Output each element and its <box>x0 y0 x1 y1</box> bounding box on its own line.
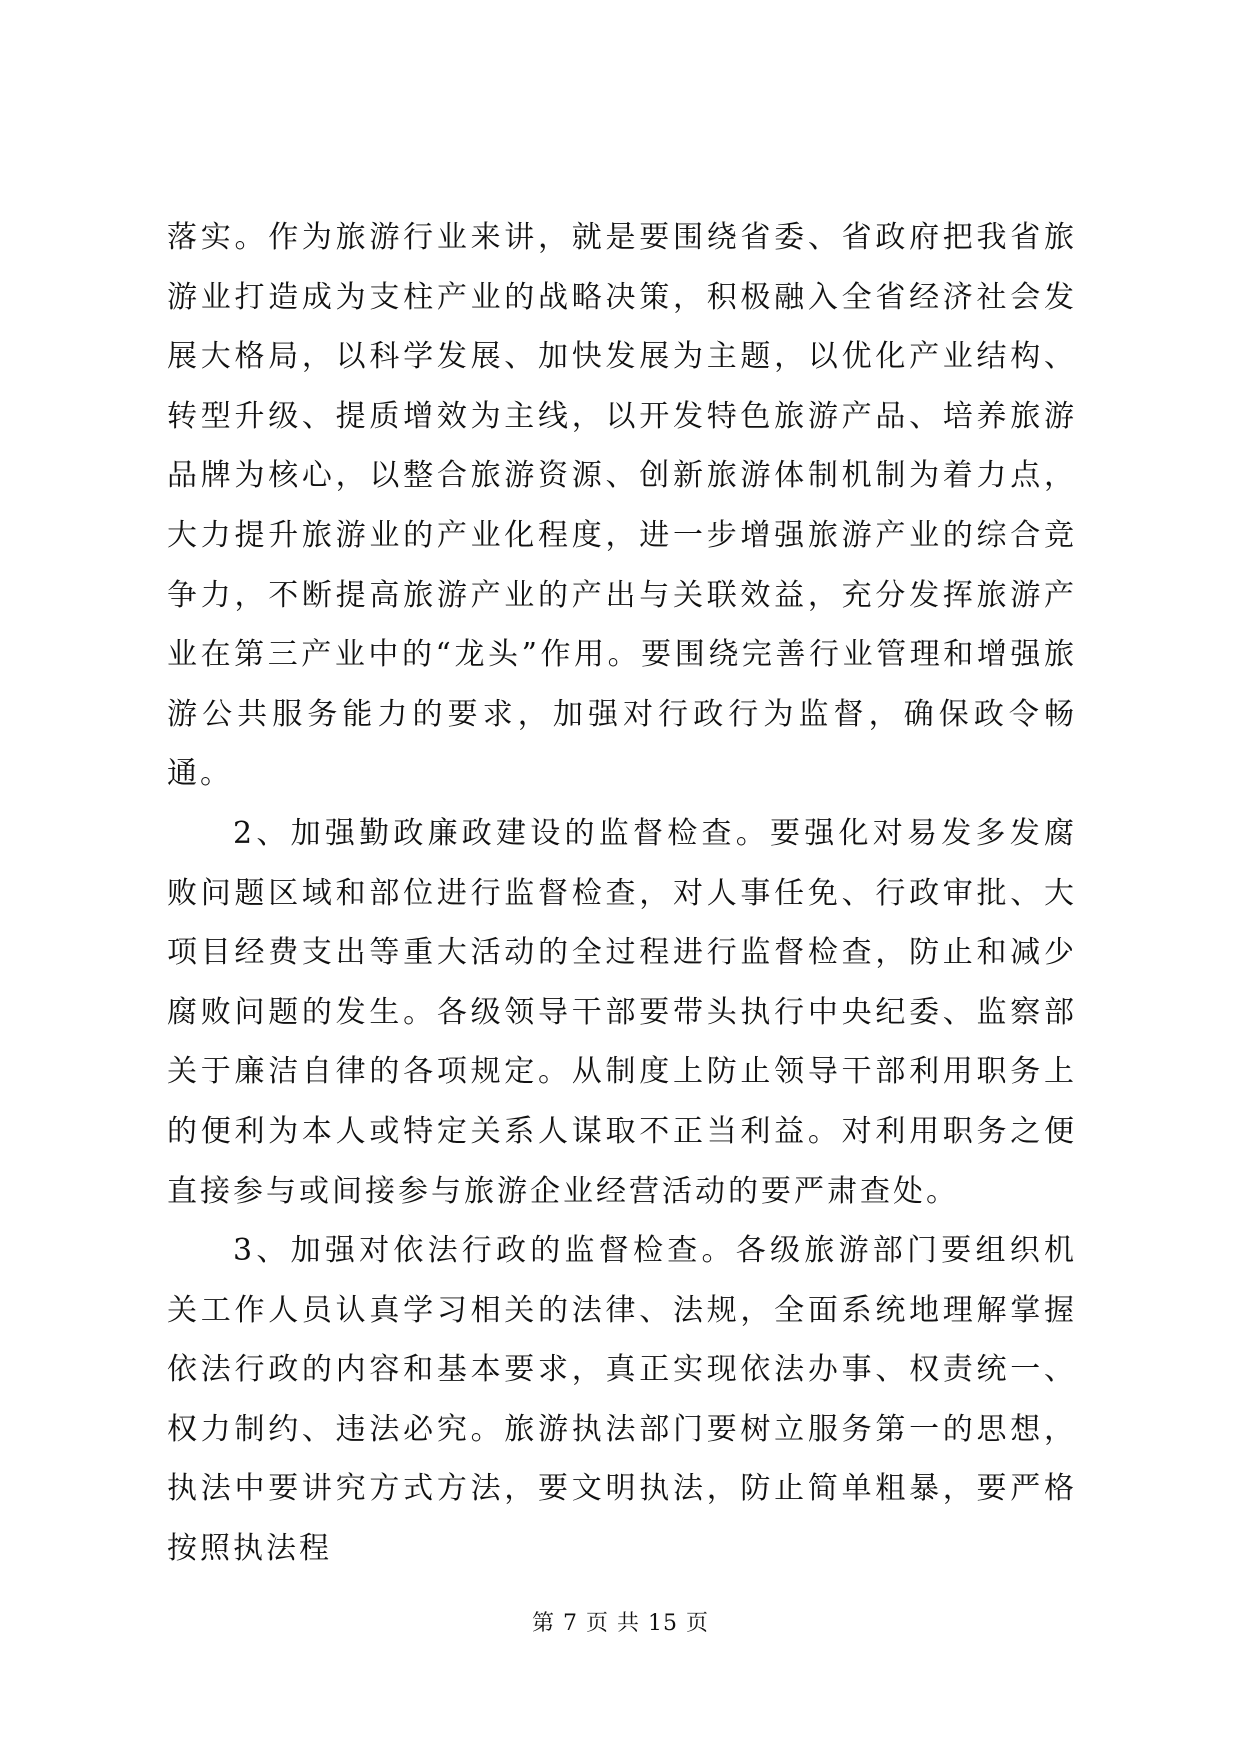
paragraph-1: 落实。作为旅游行业来讲，就是要围绕省委、省政府把我省旅游业打造成为支柱产业的战略决策，积极融入全省经济社会发展大格局，以科学发展、加快发展为主题，以优化产业结构、转型升级、提质增效为主线，以开发特色旅游产品、培养旅游品牌为核心，以整合旅游资源、创新旅游体制机制为着力点，大力提升旅游业的产业化程度，进一步增强旅游产业的综合竞争力，不断提高旅游产业的产出与关联效益，充分发挥旅游产业在第三产业中的“龙头”作用。要围绕完善行业管理和增强旅游公共服务能力的要求，加强对行政行为监督，确保政令畅通。 <box>167 220 1077 792</box>
page-footer: 第 7 页 共 15 页 <box>532 1611 709 1636</box>
paragraph-3: 3、加强对依法行政的监督检查。各级旅游部门要组织机关工作人员认真学习相关的法律、法规，全面系统地理解掌握依法行政的内容和基本要求，真正实现依法办事、权责统一、权力制约、违法必究。旅游执法部门要树立服务第一的思想，执法中要讲究方式方法，要文明执法，防止简单粗暴，要严格按照执法程 <box>167 1233 1077 1567</box>
paragraph-2: 2、加强勤政廉政建设的监督检查。要强化对易发多发腐败问题区域和部位进行监督检查，对人事任免、行政审批、大项目经费支出等重大活动的全过程进行监督检查，防止和减少腐败问题的发生。各级领导干部要带头执行中央纪委、监察部关于廉洁自律的各项规定。从制度上防止领导干部利用职务上的便利为本人或特定关系人谋取不正当利益。对利用职务之便直接参与或间接参与旅游企业经营活动的要严肃查处。 <box>167 815 1077 1209</box>
document-body <box>167 208 1077 1579</box>
